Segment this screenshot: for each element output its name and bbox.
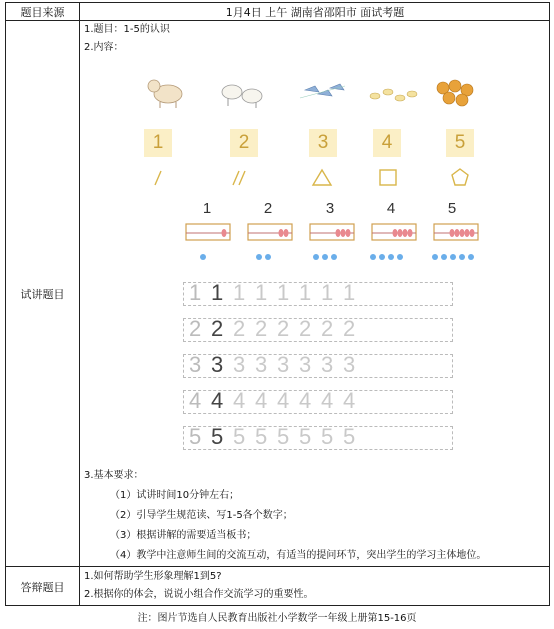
requirements-title: 3.基本要求：: [84, 470, 144, 481]
abacus-bead: [346, 229, 351, 237]
tracing-digit: 5: [233, 424, 246, 449]
tracing-digit: 2: [189, 316, 202, 341]
birds-picture: [300, 84, 345, 98]
defense-question: 2.根据你的体会，说说小组合作交流学习的重要性。: [84, 589, 314, 600]
dot-count: [200, 254, 206, 260]
abacus-bead: [279, 229, 284, 237]
animal-pictures: [140, 72, 500, 112]
tracing-box: [183, 318, 453, 342]
two-sticks: [239, 171, 245, 185]
tracing-digit: 4: [277, 388, 290, 413]
tracing-digit: 1: [233, 280, 246, 305]
one-stick: [155, 171, 161, 185]
tracing-digit: 5: [343, 424, 356, 449]
tracing-row: [183, 354, 458, 378]
abacus-bead: [341, 229, 346, 237]
ducks-picture: [370, 89, 417, 101]
abacus-number: 2: [263, 200, 273, 217]
abacus-bead: [408, 229, 413, 237]
tracing-digit: 4: [233, 388, 246, 413]
source-label: 题目来源: [20, 5, 65, 19]
dot-count: [313, 254, 337, 260]
tracing-box: [183, 426, 453, 450]
tracing-digit: 2: [211, 316, 224, 341]
abacus-bead: [460, 229, 465, 237]
tracing-box: [183, 354, 453, 378]
tracing-digit: 1: [189, 280, 202, 305]
dot-count: [370, 254, 403, 260]
tracing-row: [183, 318, 458, 342]
abacus-bead: [403, 229, 408, 237]
number-card: 1: [144, 129, 172, 157]
tracing-digit: 3: [321, 352, 334, 377]
tracing-digit: 1: [277, 280, 290, 305]
tracing-digit: 2: [255, 316, 268, 341]
abacus-row: [184, 220, 484, 246]
abacus-bead: [393, 229, 398, 237]
number-card: 5: [446, 129, 474, 157]
abacus-bead: [398, 229, 403, 237]
tracing-digit: 2: [277, 316, 290, 341]
tracing-digit: 2: [233, 316, 246, 341]
pentagon-shape: [452, 169, 468, 185]
abacus-bead: [465, 229, 470, 237]
tracing-digit: 1: [343, 280, 356, 305]
tracing-digit: 3: [255, 352, 268, 377]
triangle-shape: [313, 170, 331, 185]
tracing-digit: 2: [321, 316, 334, 341]
tracing-digit: 5: [277, 424, 290, 449]
tracing-row: [183, 426, 458, 450]
row-divider: [6, 566, 549, 567]
topic-line: 1.题目：1-5的认识: [84, 24, 170, 35]
abacus-number: 5: [447, 200, 457, 217]
tracing-digit: 3: [233, 352, 246, 377]
tracing-box: [183, 390, 453, 414]
tracing-digit: 3: [343, 352, 356, 377]
requirement-item: （4）教学中注意师生间的交流互动，有适当的提问环节，突出学生的学习主体地位。: [110, 550, 487, 561]
dog-picture: [148, 80, 182, 108]
tracing-digit: 5: [211, 424, 224, 449]
requirement-item: （2）引导学生规范读、写1-5各个数字；: [110, 510, 293, 521]
abacus-number: 4: [386, 200, 396, 217]
abacus-number: 1: [202, 200, 212, 217]
tracing-digit: 1: [321, 280, 334, 305]
tracing-digit: 4: [343, 388, 356, 413]
section-label-defense: 答辩题目: [20, 580, 65, 594]
section-label-lecture: 试讲题目: [20, 287, 65, 301]
tracing-digit: 1: [299, 280, 312, 305]
tracing-digit: 1: [255, 280, 268, 305]
tracing-digit: 4: [299, 388, 312, 413]
tracing-digit: 4: [211, 388, 224, 413]
tracing-digit: 2: [299, 316, 312, 341]
tracing-digit: 5: [299, 424, 312, 449]
number-card: 4: [373, 129, 401, 157]
exam-title: 1月4日 上午 湖南省邵阳市 面试考题: [225, 5, 405, 19]
dot-count: [256, 254, 271, 260]
tracing-digit: 3: [299, 352, 312, 377]
goats-picture: [222, 85, 262, 108]
square-shape: [380, 170, 396, 185]
number-card: 3: [309, 129, 337, 157]
tracing-digit: 4: [189, 388, 202, 413]
dot-count: [432, 254, 474, 260]
tracing-digit: 5: [321, 424, 334, 449]
tracing-digit: 3: [277, 352, 290, 377]
content-label: 2.内容：: [84, 42, 124, 53]
tracing-digit: 4: [255, 388, 268, 413]
abacus-bead: [222, 229, 227, 237]
number-card: 2: [230, 129, 258, 157]
requirement-item: （3）根据讲解的需要适当板书；: [110, 530, 257, 541]
tracing-digit: 2: [343, 316, 356, 341]
footer-note: 注：图片节选自人民教育出版社小学数学一年级上册第15-16页: [137, 613, 417, 624]
abacus-bead: [336, 229, 341, 237]
defense-question: 1.如何帮助学生形象理解1到5?: [84, 571, 222, 582]
abacus-bead: [455, 229, 460, 237]
tracing-digit: 5: [189, 424, 202, 449]
abacus-bead: [284, 229, 289, 237]
abacus-bead: [450, 229, 455, 237]
tracing-box: [183, 282, 453, 306]
tracing-digit: 3: [211, 352, 224, 377]
tracing-digit: 3: [189, 352, 202, 377]
abacus-number: 3: [325, 200, 335, 217]
abacus-bead: [470, 229, 475, 237]
tracing-row: [183, 390, 458, 414]
tracing-digit: 1: [211, 280, 224, 305]
requirement-item: （1）试讲时间10分钟左右；: [110, 490, 240, 501]
tracing-digit: 4: [321, 388, 334, 413]
tracing-row: [183, 282, 458, 306]
pumpkins-picture: [437, 80, 473, 106]
shape-symbols: [140, 165, 480, 189]
tracing-digit: 5: [255, 424, 268, 449]
